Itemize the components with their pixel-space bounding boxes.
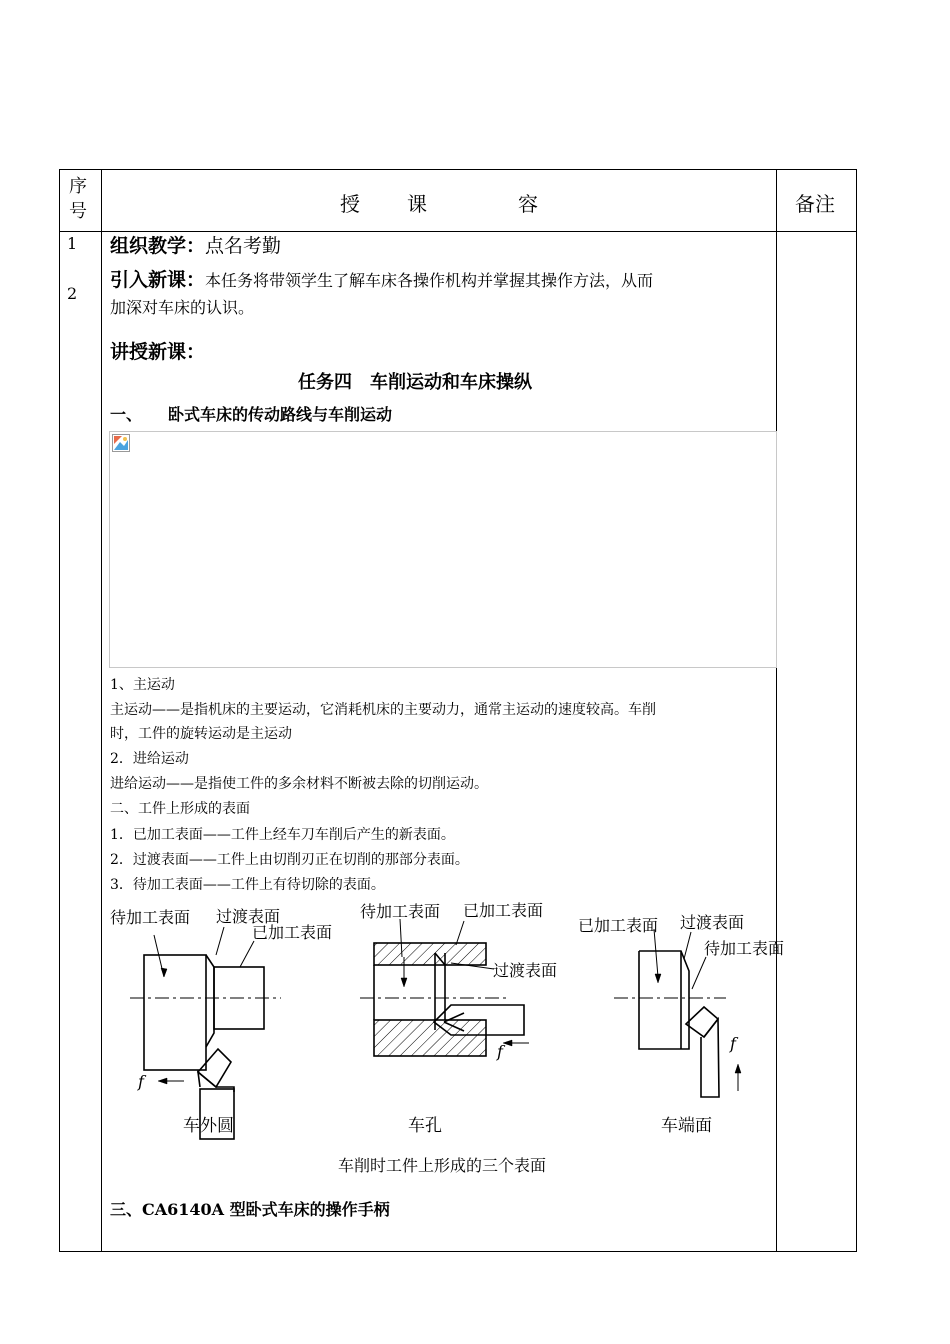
feed-heading: 2．进给运动 <box>110 751 189 767</box>
col-divider-1 <box>101 169 102 1252</box>
d1-label-machined: 已加工表面 <box>252 923 333 942</box>
d1-label-transition: 过渡表面 <box>216 907 281 926</box>
header-content-2: 课 <box>407 192 427 216</box>
org-text: 点名考勤 <box>205 235 282 257</box>
section-2-heading: 二、工件上形成的表面 <box>110 801 250 817</box>
d1-label-unmachined: 待加工表面 <box>110 908 191 927</box>
section-1-heading <box>110 402 392 425</box>
surface-item-3: 3．待加工表面——工件上有待切除的表面。 <box>110 877 385 893</box>
table-right-border <box>856 169 857 1252</box>
d3-label-transition: 过渡表面 <box>680 913 745 932</box>
table-bottom-border <box>59 1251 857 1252</box>
d2-label-unmachined: 待加工表面 <box>360 902 441 921</box>
header-content-1: 授 <box>340 192 360 216</box>
d1-feed-symbol: f <box>138 1072 144 1091</box>
intro-text-1: 本任务将带领学生了解车床各操作机构并掌握其操作方法，从而 <box>205 271 654 290</box>
diagram-boring <box>360 919 529 1056</box>
table-top-border <box>59 169 857 170</box>
header-seq-1: 序 <box>69 176 87 197</box>
d3-feed-symbol: f <box>730 1034 736 1053</box>
diagram-turning-od <box>130 927 281 1139</box>
main-motion-text-1: 主运动——是指机床的主要运动，它消耗机床的主要动力，通常主运动的速度较高。车削 <box>110 702 656 718</box>
d3-label-unmachined: 待加工表面 <box>704 939 785 958</box>
intro-text-2: 加深对车床的认识。 <box>110 298 255 317</box>
intro-line-1 <box>110 265 653 292</box>
d3-caption: 车端面 <box>661 1116 712 1136</box>
main-motion-text-2: 时，工件的旋转运动是主运动 <box>110 726 292 742</box>
d3-label-machined: 已加工表面 <box>578 916 659 935</box>
surface-item-1: 1．已加工表面——工件上经车刀车削后产生的新表面。 <box>110 827 455 843</box>
header-seq-2: 号 <box>69 201 87 222</box>
col-divider-2 <box>776 169 777 1252</box>
teach-label: 讲授新课： <box>110 341 206 363</box>
surfaces-figure <box>106 897 785 1142</box>
section-1-num: 一、 <box>110 405 143 424</box>
table-left-border <box>59 169 60 1252</box>
d2-label-transition: 过渡表面 <box>493 961 558 980</box>
section-1-title: 卧式车床的传动路线与车削运动 <box>168 405 393 424</box>
feed-text: 进给运动——是指使工件的多余材料不断被去除的切削运动。 <box>110 776 488 792</box>
row-number-1: 1 <box>67 234 78 253</box>
d2-label-machined: 已加工表面 <box>463 901 544 920</box>
row-number-2: 2 <box>67 284 78 303</box>
missing-image-frame <box>109 431 777 668</box>
figure-caption: 车削时工件上形成的三个表面 <box>338 1156 547 1175</box>
surface-item-2: 2．过渡表面——工件上由切削刃正在切削的那部分表面。 <box>110 852 469 868</box>
d2-feed-symbol: f <box>497 1042 503 1061</box>
broken-image-icon <box>112 434 130 452</box>
task-title: 任务四 车削运动和车床操纵 <box>298 372 532 393</box>
header-content-3: 容 <box>518 192 538 216</box>
main-motion-heading: 1、主运动 <box>110 677 175 693</box>
header-notes: 备注 <box>795 192 835 216</box>
org-label: 组织教学： <box>110 235 206 257</box>
intro-label: 引入新课： <box>110 269 206 291</box>
d2-caption: 车孔 <box>408 1116 442 1136</box>
section-3-heading: 三、CA6140A 型卧式车床的操作手柄 <box>110 1200 390 1219</box>
org-line <box>110 231 281 258</box>
d1-caption: 车外圆 <box>183 1116 234 1136</box>
